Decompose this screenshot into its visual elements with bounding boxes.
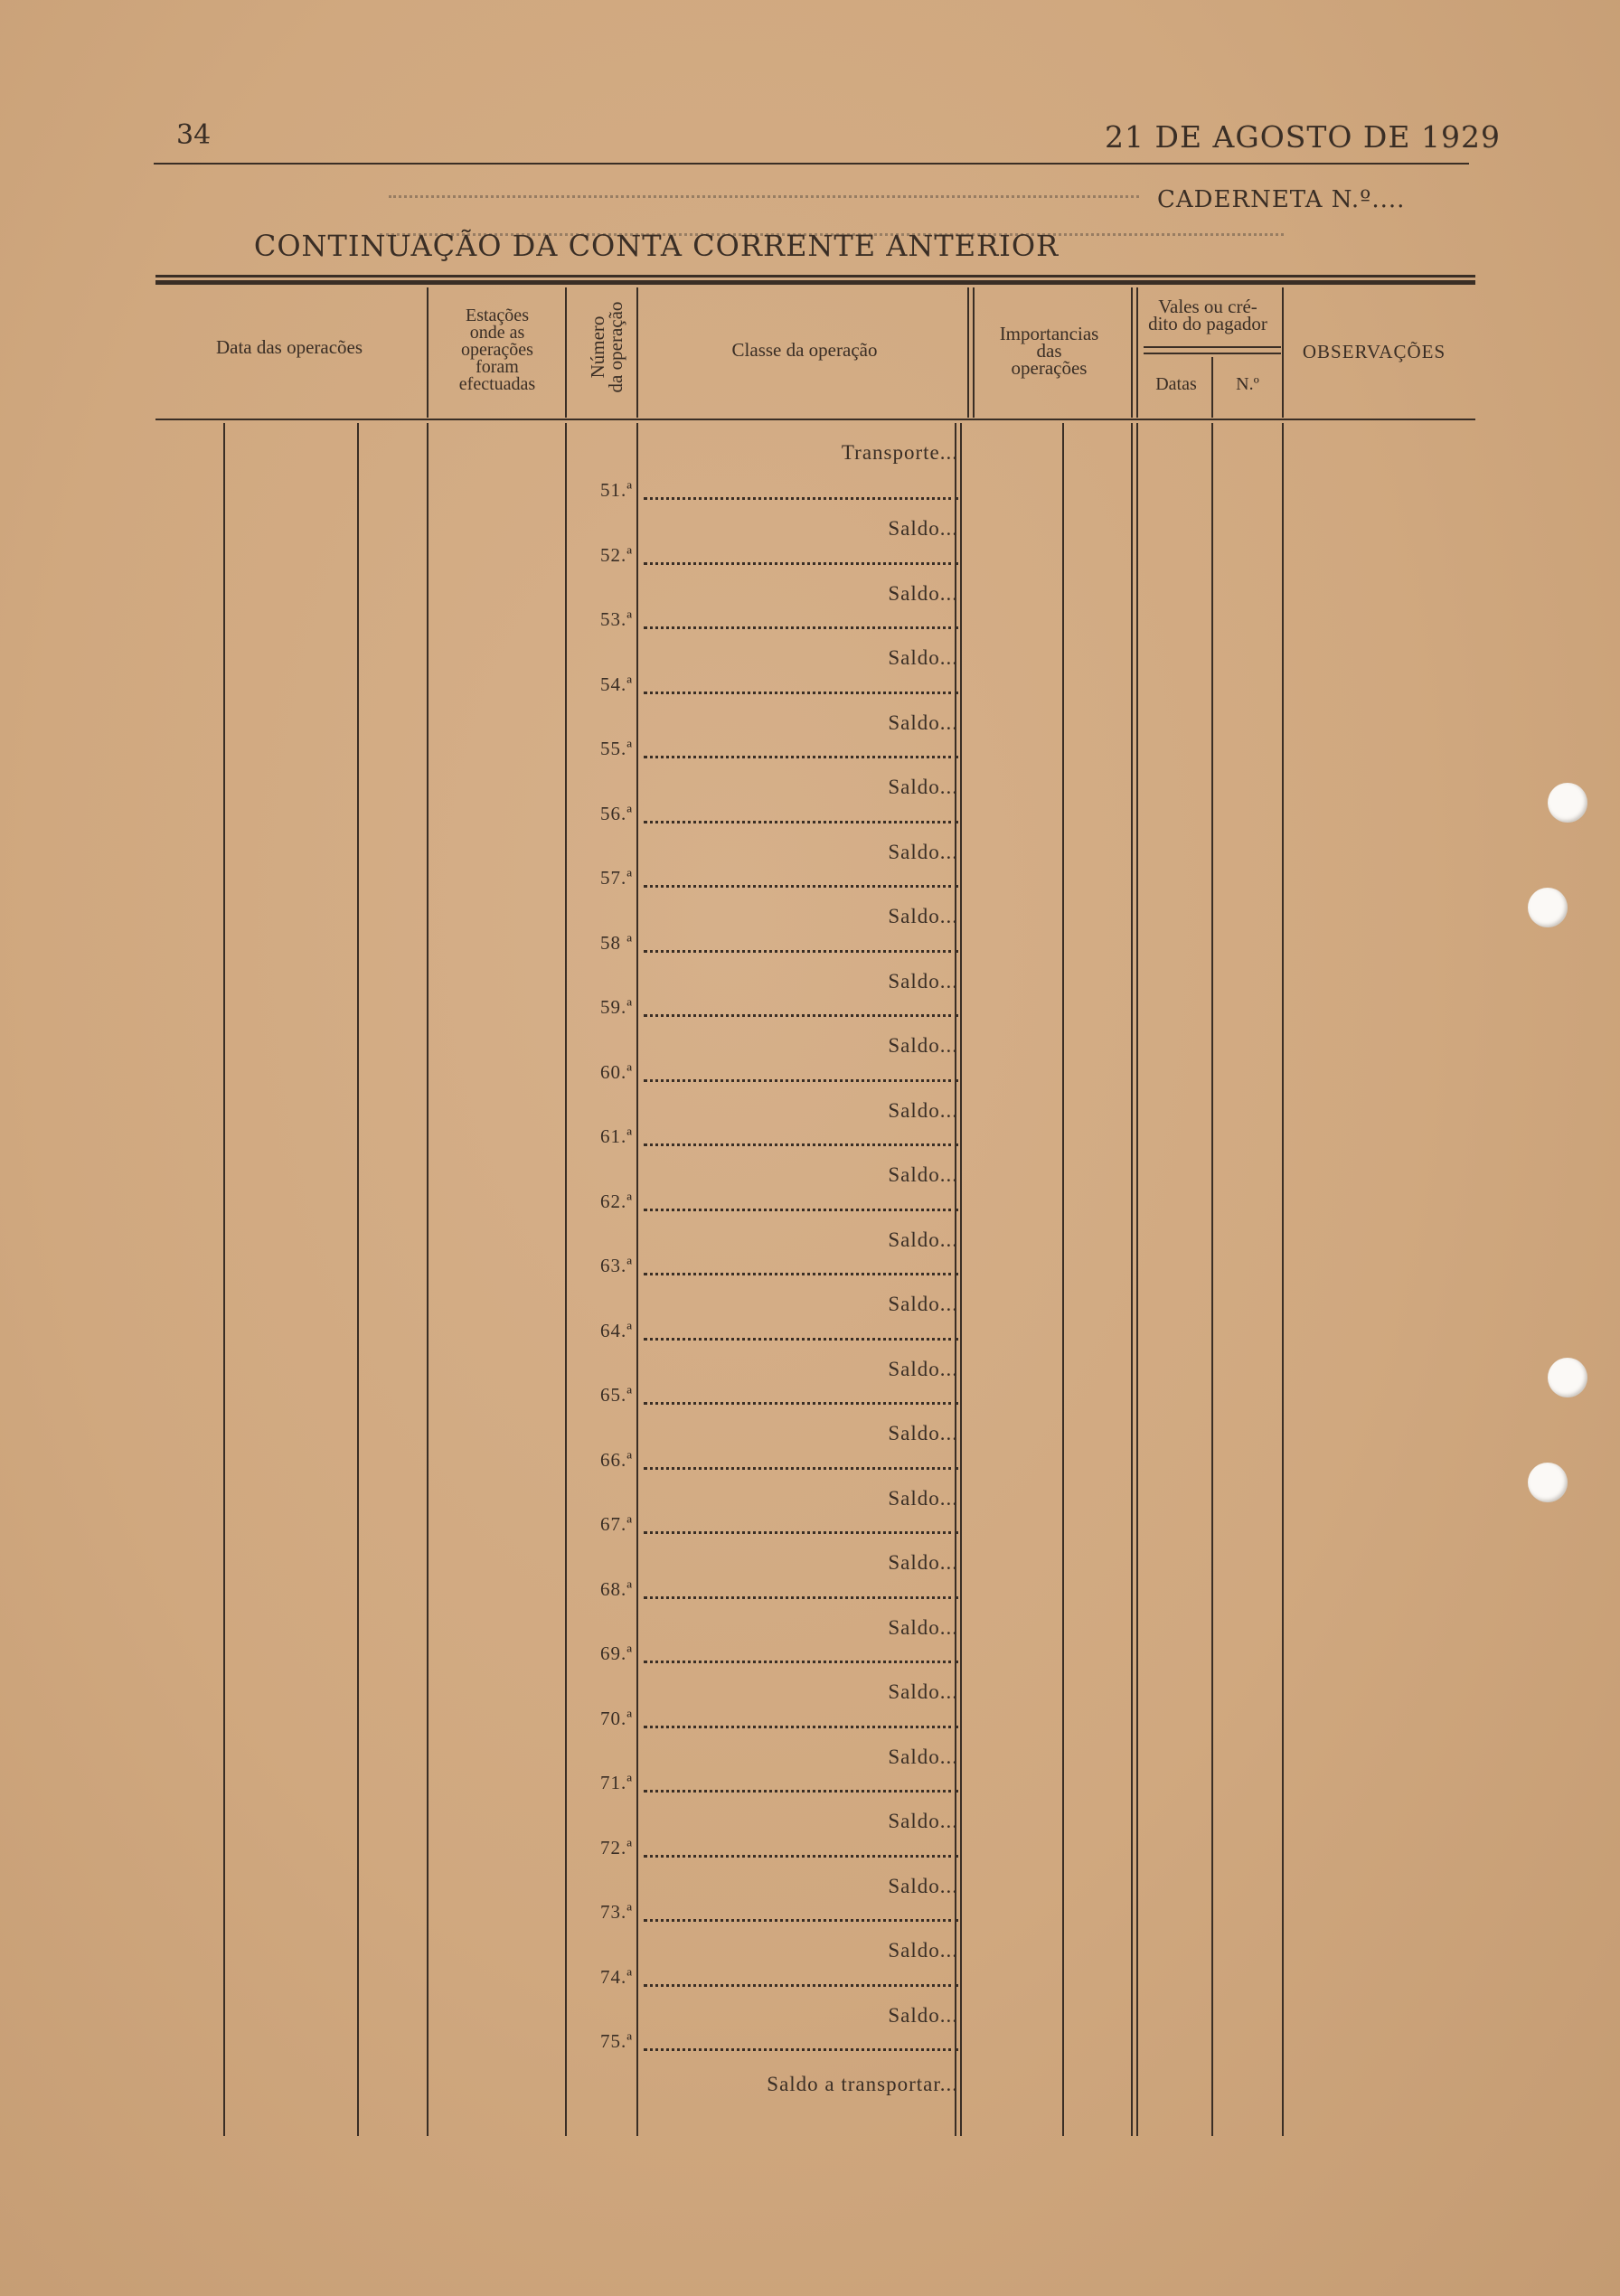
dotted-entry-line [644, 626, 958, 629]
body-vline [1211, 423, 1213, 2136]
dotted-entry-line [644, 756, 958, 758]
body-vline [1282, 423, 1284, 2136]
dotted-entry-line [644, 1596, 958, 1599]
caderneta-number: CADERNETA N.º.... [1157, 186, 1406, 213]
punch-hole [1528, 888, 1568, 927]
hdr-vline [565, 287, 567, 418]
body-vline [565, 423, 567, 2136]
col-importancias-header: Importancias das operações [999, 323, 1099, 379]
col-vales-header: Vales ou cré- dito do pagador [1148, 296, 1267, 334]
saldo-label: Saldo... [888, 1034, 958, 1057]
saldo-label: Saldo... [888, 1810, 958, 1832]
dotted-entry-line [644, 1079, 958, 1082]
saldo-label: Saldo... [888, 905, 958, 927]
hdr-vline [973, 287, 975, 418]
punch-hole [1548, 1358, 1587, 1397]
punch-hole [1548, 783, 1587, 823]
saldo-label: Saldo... [888, 1615, 958, 1639]
hdr-vline [1282, 287, 1284, 418]
col-observacoes-header: OBSERVAÇÕES [1302, 341, 1446, 362]
vales-rule-1 [1144, 346, 1281, 348]
dotted-entry-line [644, 1855, 958, 1858]
saldo-label: Saldo... [888, 1551, 958, 1574]
title-rule-1 [155, 275, 1475, 278]
ledger-page: 34 21 DE AGOSTO DE 1929 CADERNETA N.º.... CONTINUAÇÃO DA CONTA CORRENTE ANTERIOR Data das operacões Estações onde as operações foram efectuadas Número da operação Classe da operação Importancias das operações Vales ou cré- dito do pagador Datas N.º OBSERVAÇÕES Transporte... 51.ª Saldo... 52.ª Saldo... 53.ª Saldo... 54.ª Saldo... 55.ª Saldo... 56.ª Saldo... 57.ª Saldo... 58 ª Saldo... 59.ª Saldo... 60.ª Saldo... 61.ª Saldo... 62.ª Saldo... 63.ª Saldo... 64.ª Saldo... 65.ª Saldo... 66.ª Saldo... 67.ª Saldo... 68.ª Saldo... 69.ª Saldo... 70.ª Saldo... 71.ª Saldo... 72.ª Saldo... 73.ª Saldo... 74.ª Saldo... 75.ª Saldo a transportar... [0, 0, 1620, 2296]
saldo-label: Saldo... [888, 1098, 958, 1122]
dotted-entry-line [644, 821, 958, 823]
saldo-label: Saldo... [888, 1422, 958, 1444]
saldo-label: Saldo... [888, 517, 958, 540]
saldo-label: Saldo... [888, 1163, 958, 1186]
hdr-vline [427, 287, 429, 418]
dotted-entry-line [644, 1014, 958, 1017]
title-rule-2 [155, 280, 1475, 285]
hdr-vline [1211, 357, 1213, 418]
dotted-entry-line [644, 885, 958, 888]
dotted-entry-line [644, 692, 958, 694]
saldo-label: Saldo... [888, 581, 958, 605]
saldo-label: Saldo... [888, 2003, 958, 2027]
saldo-label: Saldo... [888, 710, 958, 734]
header-rule [154, 163, 1469, 165]
dotted-entry-line [644, 1919, 958, 1922]
dotted-entry-line [644, 1467, 958, 1470]
saldo-label: Saldo... [888, 969, 958, 993]
dotted-entry-line [644, 1143, 958, 1146]
page-date: 21 DE AGOSTO DE 1929 [1105, 119, 1501, 155]
page-title: CONTINUAÇÃO DA CONTA CORRENTE ANTERIOR [253, 229, 1060, 263]
body-vline [1062, 423, 1064, 2136]
saldo-label: Saldo... [888, 840, 958, 863]
dotted-entry-line [644, 1209, 958, 1211]
col-num-header: N.º [1236, 374, 1259, 394]
dotted-entry-line [644, 1338, 958, 1341]
page-number: 34 [176, 119, 212, 151]
col-data-header: Data das operacões [215, 336, 363, 358]
body-vline [1136, 423, 1138, 2136]
dotted-entry-line [644, 1984, 958, 1987]
dotted-entry-line [644, 562, 958, 565]
hdr-vline [636, 287, 638, 418]
header-bottom-rule [155, 419, 1475, 420]
saldo-label: Saldo... [888, 1486, 958, 1510]
saldo-label: Saldo... [888, 1228, 958, 1251]
dotted-entry-line [644, 1661, 958, 1663]
transporte-label: Transporte... [841, 441, 958, 464]
dotted-entry-line [644, 1402, 958, 1405]
body-vline [357, 423, 359, 2136]
col-datas-header: Datas [1155, 374, 1197, 394]
dotted-entry-line [644, 1790, 958, 1793]
dotted-entry-line [644, 950, 958, 953]
body-vline [960, 423, 962, 2136]
dotted-entry-line [644, 497, 958, 500]
hdr-vline [1131, 287, 1133, 418]
body-vline [223, 423, 225, 2136]
saldo-label: Saldo... [888, 776, 958, 798]
body-vline [636, 423, 638, 2136]
punch-hole [1528, 1463, 1568, 1502]
dotted-entry-line [644, 1726, 958, 1728]
saldo-label: Saldo... [888, 1357, 958, 1380]
saldo-label: Saldo... [888, 1745, 958, 1768]
hdr-vline [1136, 287, 1138, 418]
saldo-label: Saldo... [888, 1939, 958, 1962]
col-numero-header: Número da operação [587, 301, 626, 393]
body-vline [1131, 423, 1133, 2136]
col-classe-header: Classe da operação [731, 339, 878, 361]
saldo-label: Saldo... [888, 1874, 958, 1897]
saldo-label: Saldo... [888, 1293, 958, 1315]
faint-dots [389, 195, 1139, 198]
dotted-entry-line [644, 1531, 958, 1534]
col-estacoes-header: Estações onde as operações foram efectuadas [458, 306, 536, 394]
saldo-label: Saldo... [888, 1680, 958, 1703]
hdr-vline [967, 287, 969, 418]
dotted-entry-line [644, 2048, 958, 2051]
dotted-entry-line [644, 1273, 958, 1275]
body-vline [427, 423, 429, 2136]
saldo-label: Saldo... [888, 646, 958, 669]
vales-rule-2 [1144, 353, 1281, 354]
saldo-transportar-label: Saldo a transportar... [767, 2073, 958, 2095]
